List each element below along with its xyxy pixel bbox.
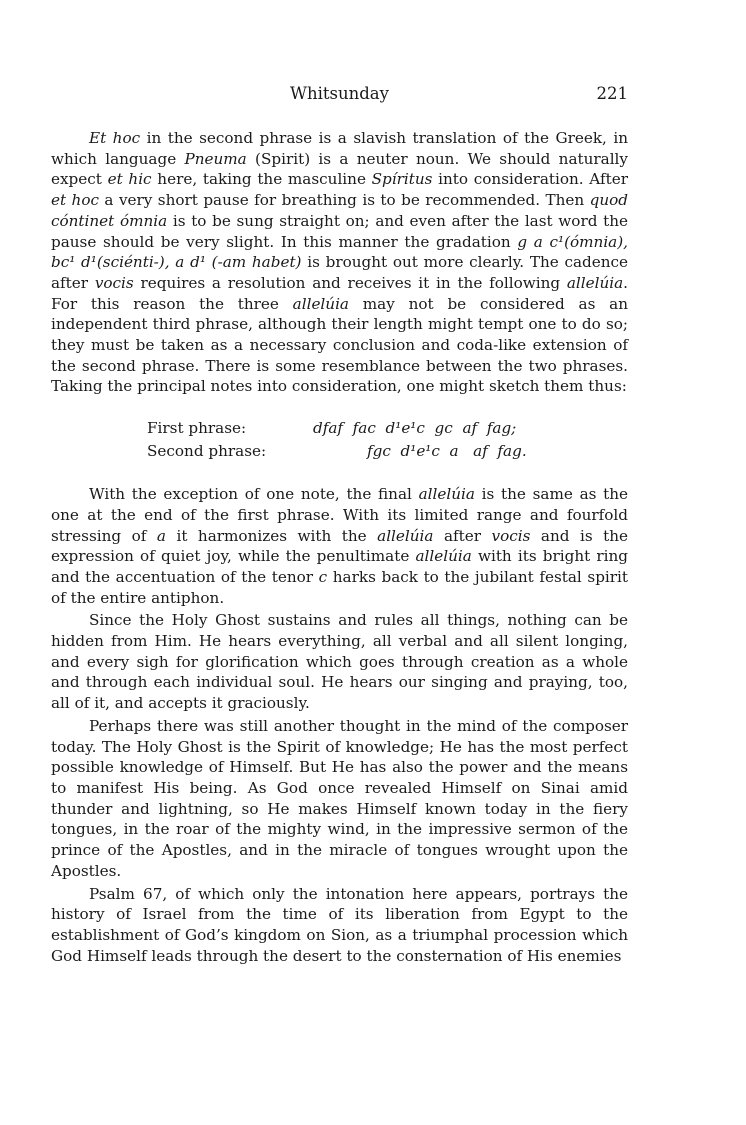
text-run: into consideration. After: [432, 170, 628, 189]
text-run: in the second phrase is a slavish translation of the Greek, in which language: [51, 129, 628, 168]
book-page: [51, 84, 628, 966]
emphasis: g a c¹(ómnia), bc¹ d¹(sciénti-), a d¹ (-am habet): [51, 232, 628, 272]
melody-row-second: [147, 440, 628, 463]
text-run: is the same as the one at the end of the first phrase. With its limited range and fourfold stressing of: [51, 485, 629, 545]
emphasis: et hoc: [51, 191, 99, 210]
emphasis: allelúia: [418, 485, 475, 504]
text-run: after: [433, 526, 492, 545]
running-title: Whitsunday: [290, 84, 389, 103]
page-header: [51, 84, 628, 108]
text-run: a very short pause for breathing is to be recommended. Then: [98, 191, 590, 210]
text-run: it harmonizes with the: [165, 526, 378, 545]
paragraph-5: Psalm 67, of which only the intonation here appears, portrays the history of Israel from the time of its liberation from Egypt to the establishment of God’s kingdom on Sion, as a triumphal procession which God Himself leads through the desert to the consternation of His enemies: [51, 884, 628, 965]
emphasis: allelúia: [292, 294, 349, 313]
paragraph-1: [51, 128, 628, 397]
emphasis: allelúia: [566, 273, 624, 292]
body-text: [51, 128, 628, 966]
emphasis: allelúia: [377, 526, 434, 545]
text-run: harks back to the jubilant festal spirit of the entire antiphon.: [51, 567, 628, 607]
emphasis: quod cóntinet ómnia: [51, 191, 628, 230]
emphasis: a: [156, 526, 166, 545]
text-run: . For this reason the three: [51, 273, 628, 313]
text-run: With the exception of one note, the final: [89, 485, 419, 504]
melody-sketch: [147, 417, 628, 463]
page-number: 221: [596, 84, 628, 103]
text-run: is brought out more clearly. The cadence after: [51, 253, 629, 292]
emphasis: c: [318, 567, 328, 586]
emphasis: vocis: [94, 273, 134, 292]
text-run: with its bright ring and the accentuation of the tenor: [51, 547, 629, 586]
emphasis: allelúia: [415, 547, 472, 566]
melody-notes: dfaf fac d¹e¹c gc af fag;: [313, 419, 517, 438]
paragraph-2: [51, 484, 628, 608]
melody-row-first: [147, 417, 628, 440]
text-run: may not be considered as an independent third phrase, although their length might tempt one to do so; they must be taken as a necessary conclusion and coda-like extension of the second phrase. There is some resemblance between the two phrases. Taking the principal notes into consideration, one might sketch them thus:: [51, 294, 629, 396]
melody-notes: fgc d¹e¹c a af fag.: [367, 442, 527, 461]
emphasis: vocis: [491, 526, 531, 545]
emphasis: Et hoc: [89, 129, 141, 147]
emphasis: et hic: [107, 170, 152, 189]
melody-label: Second phrase:: [147, 442, 267, 461]
emphasis: Spíritus: [371, 170, 433, 189]
text-run: is to be sung straight on; and even after the last word the pause should be very slight. In this manner the gradation: [51, 211, 628, 251]
text-run: and is the expression of quiet joy, while the penultimate: [51, 526, 628, 566]
melody-label: First phrase:: [147, 419, 247, 438]
emphasis: Pneuma: [184, 149, 247, 168]
paragraph-3: Since the Holy Ghost sustains and rules all things, nothing can be hidden from Him. He hears everything, all verbal and all silent longing, and every sigh for glorification which goes through creation as a whole and through each individual soul. He hears our singing and praying, too, all of it, and accepts it graciously.: [51, 611, 628, 713]
paragraph-4: Perhaps there was still another thought in the mind of the composer today. The Holy Ghost is the Spirit of knowledge; He has the most perfect possible knowledge of Himself. But He has also the power and the means to manifest His being. As God once revealed Himself on Sinai amid thunder and lightning, so He makes Himself known today in the fiery tongues, in the roar of the mighty wind, in the impressive sermon of the prince of the Apostles, and in the miracle of tongues wrought upon the Apostles.: [51, 716, 628, 880]
text-run: (Spirit) is a neuter noun. We should naturally expect: [51, 149, 628, 189]
text-run: requires a resolution and receives it in the following: [133, 273, 567, 292]
text-run: here, taking the masculine: [151, 170, 372, 189]
